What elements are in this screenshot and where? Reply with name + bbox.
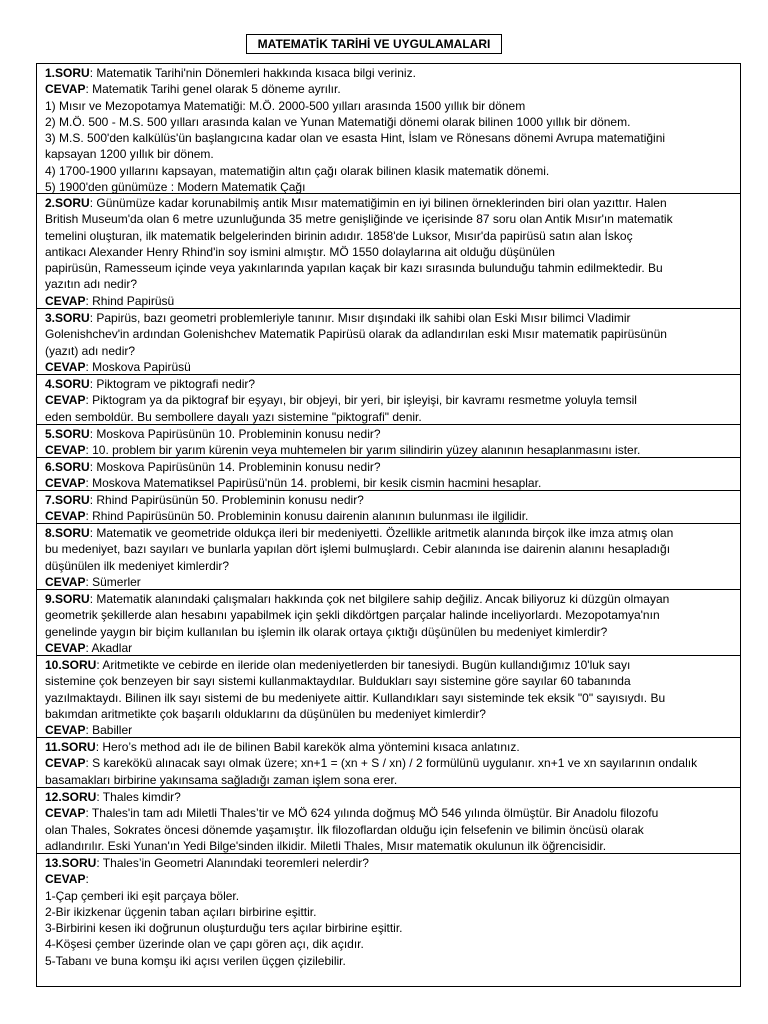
list-item: 5) 1900'den günümüze : Modern Matematik Çağı	[45, 180, 306, 195]
answer-label: CEVAP	[45, 393, 86, 408]
question-label: 10.SORU	[45, 658, 97, 672]
question-label: 11.SORU	[45, 740, 96, 754]
question-label: 12.SORU	[45, 790, 97, 804]
question-10	[37, 656, 740, 738]
answer-label: CEVAP	[45, 476, 86, 491]
question-13	[37, 854, 740, 970]
question-text: bu medeniyet, bazı sayıları ve bunlarla yapılan dört işlemi bulmuşlardı. Cebir alanında ise dairenin alanını hesapladığı	[45, 542, 671, 557]
answer-text: : Babiller	[85, 723, 133, 738]
list-item: 2-Bir ikizkenar üçgenin taban açıları birbirine eşittir.	[45, 904, 317, 919]
list-item: 1-Çap çemberi iki eşit parçaya böler.	[45, 888, 240, 903]
question-label: 1.SORU	[45, 66, 90, 80]
question-text: bakımdan aritmetikte çok başarılı olduklarını da düşünülen bu medeniyet kimlerdir?	[45, 706, 486, 721]
answer-label: CEVAP	[45, 574, 86, 589]
question-text: : Matematik alanındaki çalışmaları hakkında çok net bilgilere sahip değiliz. Ancak biliyoruz ki düzgün olmayan	[89, 592, 670, 606]
question-text: antikacı Alexander Henry Rhind'in soy ismini almıştır. MÖ 1550 dolaylarına ait olduğu düşünülen	[45, 244, 555, 259]
answer-label: CEVAP	[45, 806, 86, 821]
answer-label: CEVAP	[45, 359, 86, 374]
answer-text: : Moskova Papirüsü	[85, 359, 191, 374]
list-item: 2) M.Ö. 500 - M.S. 500 yılları arasında kalan ve Yunan Matematiği dönemi olarak bilinen 1000 yıllık bir dönem.	[45, 114, 631, 129]
list-item: 4) 1700-1900 yıllarını kapsayan, matematiğin altın çağı olarak bilinen klasik matematik dönemi.	[45, 163, 550, 178]
question-text: : Aritmetikte ve cebirde en ileride olan medeniyetlerden bir tanesiydi. Bugün kullandığımız 10'luk sayı	[96, 658, 631, 672]
question-label: 7.SORU	[45, 493, 90, 507]
list-item: kapsayan 1200 yıllık bir dönem.	[45, 147, 214, 162]
answer-text: eden semboldür. Bu sembollere dayalı yazı sistemine "piktografi" denir.	[45, 409, 422, 424]
answer-text: : Akadlar	[85, 640, 133, 655]
answer-text: : Matematik Tarihi genel olarak 5 döneme ayrılır.	[85, 82, 341, 97]
question-label: 9.SORU	[45, 592, 90, 606]
question-6	[37, 458, 740, 491]
answer-text: : Rhind Papirüsü	[85, 293, 175, 308]
question-text: sistemine çok benzeyen bir sayı sistemi kullanmaktaydılar. Buldukları sayı sistemine göre sayılar 60 tabanında	[45, 674, 631, 689]
question-label: 2.SORU	[45, 196, 90, 210]
question-7	[37, 491, 740, 524]
list-item: 3-Birbirini kesen iki doğrunun oluşturduğu ters açılar birbirine eşittir.	[45, 921, 403, 936]
answer-text: : Rhind Papirüsünün 50. Probleminin konusu dairenin alanının bulunması ile ilgilidir.	[85, 509, 529, 524]
question-text: : Hero’s method adı ile de bilinen Babil karekök alma yöntemini kısaca anlatınız.	[95, 740, 520, 754]
question-label: 4.SORU	[45, 377, 90, 391]
answer-label: CEVAP	[45, 443, 86, 458]
question-1	[37, 64, 740, 194]
question-12	[37, 788, 740, 854]
list-item: 3) M.S. 500'den kalkülüs'ün başlangıcına kadar olan ve esasta Hint, İslam ve Rönesans dönemi Avrupa matematiğini	[45, 131, 666, 146]
question-text: : Matematik Tarihi'nin Dönemleri hakkında kısaca bilgi veriniz.	[89, 66, 416, 80]
question-11	[37, 738, 740, 788]
question-text: düşünülen ilk medeniyet kimlerdir?	[45, 558, 230, 573]
question-text: : Rhind Papirüsünün 50. Probleminin konusu nedir?	[89, 493, 364, 507]
question-text: (yazıt) adı nedir?	[45, 343, 136, 358]
list-item: 1) Mısır ve Mezopotamya Matematiği: M.Ö. 2000-500 yılları arasında 1500 yıllık bir dönem	[45, 98, 526, 113]
question-label: 6.SORU	[45, 460, 90, 474]
answer-label: CEVAP	[45, 723, 86, 738]
question-text: temelini oluşturan, ilk matematik belgelerinden birinin adıdır. 1858'de Luksor, Mısır'da papirüsü satın alan İskoç	[45, 228, 633, 243]
question-text: genelinde yaygın bir biçim kullanılan bu işlemin ilk olarak ortaya çıktığı düşünülen bu medeniyet kimlerdir?	[45, 624, 608, 639]
question-label: 8.SORU	[45, 526, 90, 540]
answer-text: : Sümerler	[85, 574, 141, 589]
answer-text: : Thales'in tam adı Miletli Thales’tir ve MÖ 624 yılında doğmuş MÖ 546 yılında ölmüştür. Bir Anadolu filozofu	[85, 806, 659, 821]
answer-text: : Moskova Matematiksel Papirüsü'nün 14. problemi, bir kesik cismin hacmini hesaplar.	[85, 476, 542, 491]
answer-text: : S karekökü alınacak sayı olmak üzere; xn+1 = (xn + S / xn) / 2 formülünü uygulanır. xn+1 ve xn sayılarının ondalık	[85, 756, 698, 771]
answer-text: olan Thales, Sokrates öncesi dönemde yaşamıştır. İlk filozoflardan olduğu için felsefenin ve bilimin öncüsü olarak	[45, 822, 644, 837]
list-item: 5-Tabanı ve buna komşu iki açısı verilen üçgen çizilebilir.	[45, 953, 346, 968]
answer-text: : 10. problem bir yarım kürenin veya muhtemelen bir yarım silindirin yüzey alanının hesaplanmasını ister.	[85, 443, 641, 458]
question-3	[37, 309, 740, 375]
question-8	[37, 524, 740, 590]
question-text: yazıtın adı nedir?	[45, 277, 138, 292]
qa-table	[36, 63, 741, 987]
question-text: : Moskova Papirüsünün 14. Probleminin konusu nedir?	[89, 460, 381, 474]
question-label: 5.SORU	[45, 427, 90, 441]
question-text: : Thales kimdir?	[96, 790, 181, 804]
answer-text: : Piktogram ya da piktograf bir eşyayı, bir objeyi, bir yeri, bir işleyişi, bir kavramı resmetme yoluyla temsil	[85, 393, 637, 408]
question-text: British Museum'da olan 6 metre uzunluğunda 35 metre genişliğinde ve içerisinde 87 soru olan Antik Mısır'ın matematik	[45, 212, 673, 227]
question-text: geometrik şekillerde alan hesabını yapabilmek için şekli dikdörtgen parçalar halinde inceliyorlardı. Mezopotamya'nın	[45, 608, 660, 623]
question-label: 3.SORU	[45, 311, 90, 325]
question-5	[37, 425, 740, 458]
question-text: Golenishchev'in ardından Golenishchev Matematik Papirüsü olarak da adlandırılan eski Mısır matematik papirüsünün	[45, 327, 667, 342]
question-text: : Piktogram ve piktografi nedir?	[89, 377, 256, 391]
answer-text: :	[85, 872, 89, 887]
answer-label: CEVAP	[45, 509, 86, 524]
list-item: 4-Köşesi çember üzerinde olan ve çapı gören açı, dik açıdır.	[45, 937, 364, 952]
answer-label: CEVAP	[45, 872, 86, 887]
question-text: : Papirüs, bazı geometri problemleriyle tanınır. Mısır dışındaki ilk sahibi olan Eski Mısır bilimci Vladimir	[89, 311, 631, 325]
question-2	[37, 194, 740, 309]
question-text: papirüsün, Ramesseum içinde veya yakınlarında yapılan kaçak bir kazı sırasında bulunduğu tahmin edilmektedir. Bu	[45, 261, 663, 276]
page-title: MATEMATİK TARİHİ VE UYGULAMALARI	[246, 34, 502, 54]
answer-text: basamakları birbirine yakınsama sağladığı zaman işlem sona erer.	[45, 772, 398, 787]
question-text: : Günümüze kadar korunabilmiş antik Mısır matematiğimin en iyi bilinen örneklerinden biri olan yazıttır. Halen	[89, 196, 667, 210]
question-9	[37, 590, 740, 656]
answer-label: CEVAP	[45, 756, 86, 771]
answer-text: adlandırılır. Eski Yunan'ın Yedi Bilge'sinden ilkidir. Miletli Thales, Mısır matematik okulunun ilk öğrencisidir.	[45, 838, 607, 853]
answer-label: CEVAP	[45, 293, 86, 308]
question-4	[37, 375, 740, 425]
answer-label: CEVAP	[45, 640, 86, 655]
question-text: : Matematik ve geometride oldukça ileri bir medeniyetti. Özellikle aritmetik alanında birçok ilke imza atmış olan	[89, 526, 674, 540]
question-text: : Thales’in Geometri Alanındaki teoremleri nelerdir?	[96, 856, 369, 870]
answer-label: CEVAP	[45, 82, 86, 97]
question-label: 13.SORU	[45, 856, 97, 870]
question-text: yazılmaktaydı. Bilinen ilk sayı sistemi de bu medeniyete aittir. Kullandıkları sayı sisteminde tek eksik "0" sayısıydı. Bu	[45, 690, 666, 705]
question-text: : Moskova Papirüsünün 10. Probleminin konusu nedir?	[89, 427, 381, 441]
